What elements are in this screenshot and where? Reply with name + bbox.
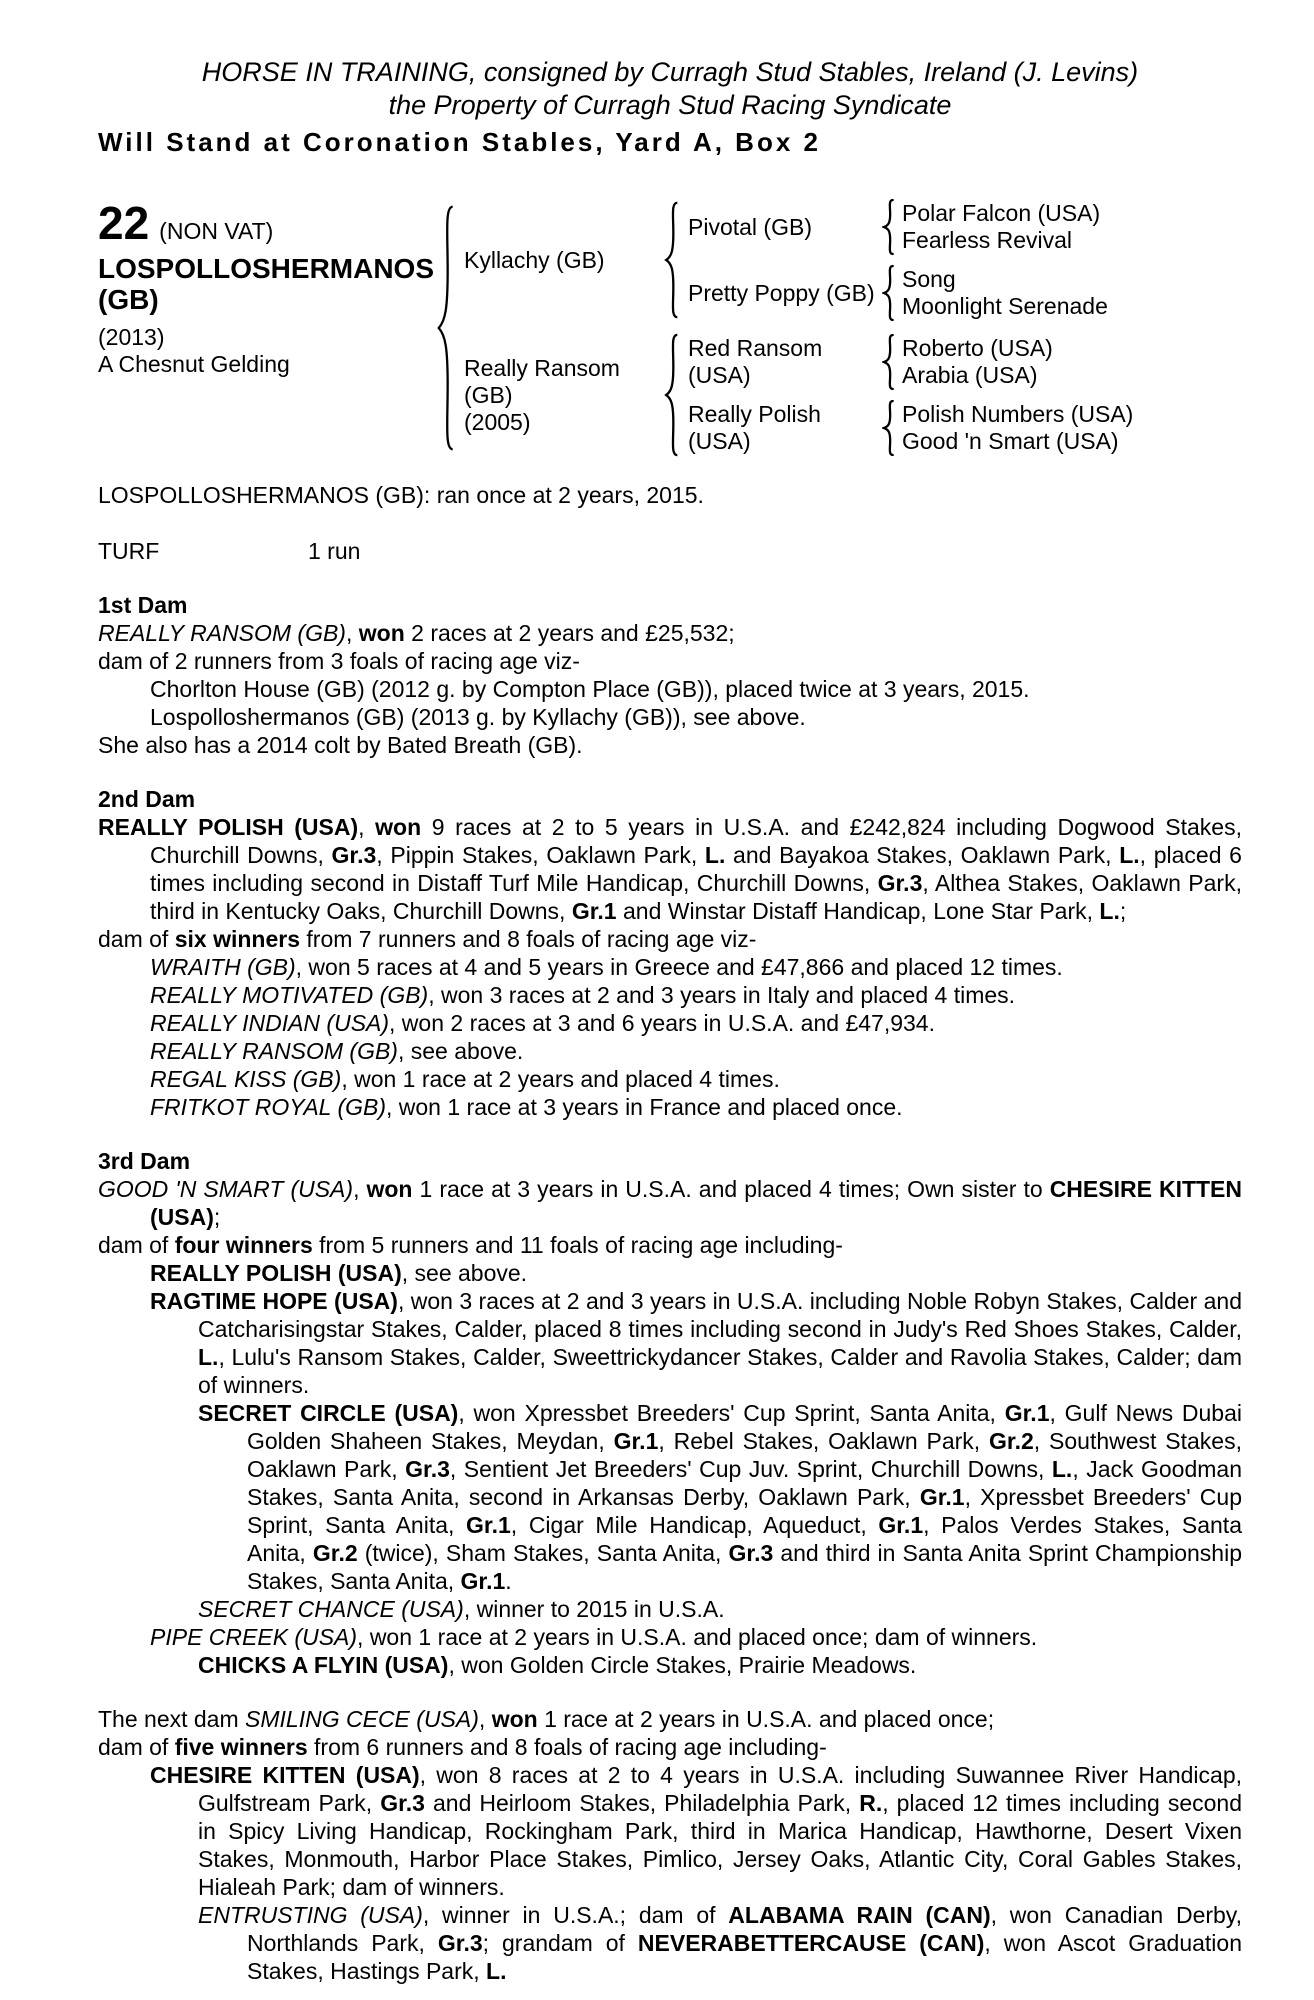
dam-dam-unit <box>682 400 1242 456</box>
ancestor-name: Roberto (USA) <box>902 335 1053 361</box>
pedigree-brace-dam <box>664 333 680 457</box>
text-run: , <box>478 1706 492 1732</box>
pedigree-paragraph <box>98 1287 1242 1399</box>
text-run: . <box>505 1568 512 1594</box>
text-run: and Winstar Distaff Handicap, Lone Star Park, <box>616 898 1100 924</box>
text-run: ; grandam of <box>482 1930 638 1956</box>
dam-parents <box>682 334 1242 456</box>
text-run: REALLY RANSOM (GB) <box>98 620 346 646</box>
text-run: dam of 2 runners from 3 foals of racing age viz- <box>98 648 580 674</box>
text-run: Gr.3 <box>728 1540 774 1566</box>
text-run: NEVERABETTERCAUSE (CAN) <box>637 1930 985 1956</box>
text-run: and Bayakoa Stakes, Oaklawn Park, <box>725 842 1120 868</box>
text-run: five winners <box>174 1734 308 1760</box>
text-run: L. <box>1119 842 1140 868</box>
text-run: , won 1 race at 3 years in France and placed once. <box>386 1094 903 1120</box>
text-run: GOOD 'N SMART (USA) <box>98 1176 354 1202</box>
text-run: ; <box>1119 898 1127 924</box>
pedigree-paragraph <box>98 1093 1242 1121</box>
text-run: Gr.2 <box>312 1540 358 1566</box>
text-run: (twice), Sham Stakes, Santa Anita, <box>357 1540 729 1566</box>
pedigree-paragraph <box>98 1623 1242 1651</box>
text-run: , won Xpressbet Breeders' Cup Sprint, Santa Anita, <box>458 1400 1005 1426</box>
text-run: REGAL KISS (GB) <box>150 1066 342 1092</box>
pedigree-brace-small <box>882 265 896 321</box>
text-run: , Sentient Jet Breeders' Cup Juv. Sprint, Churchill Downs, <box>449 1456 1052 1482</box>
section-heading: 3rd Dam <box>98 1148 191 1174</box>
pedigree-brace-sire <box>664 201 680 319</box>
pedigree-paragraph <box>98 703 1242 731</box>
text-run: L. <box>1099 898 1120 924</box>
vat-note: (NON VAT) <box>159 218 274 244</box>
dam-name-line: Really Ransom <box>464 354 620 381</box>
text-run: , Rebel Stakes, Oaklawn Park, <box>658 1428 990 1454</box>
text-run: L. <box>704 842 726 868</box>
horse-name: LOSPOLLOSHERMANOS <box>98 253 435 284</box>
text-run: four winners <box>174 1232 313 1258</box>
pedigree-table <box>98 199 1242 457</box>
dam-name-line: (GB) <box>464 381 513 408</box>
text-run: dam of <box>98 1232 175 1258</box>
lot-line <box>98 197 436 249</box>
pedigree-paragraph <box>98 731 1242 759</box>
owner-line: the Property of Curragh Stud Racing Syndicate <box>388 90 952 120</box>
text-run: CHESIRE KITTEN (USA) <box>150 1762 420 1788</box>
pedigree-paragraph <box>98 1595 1242 1623</box>
sire-branch <box>458 199 1242 321</box>
sire-sire-parents <box>898 200 1242 254</box>
text-run: 1 race at 2 years in U.S.A. and placed once; <box>537 1706 995 1732</box>
dam-dam-parents <box>898 401 1242 455</box>
pedigree-tree <box>436 199 1242 457</box>
text-run: dam of <box>98 926 175 952</box>
text-run: REALLY POLISH (USA) <box>98 814 359 840</box>
text-run: , won Canadian Derby, Northlands Park, <box>247 1902 1242 1956</box>
text-run: Gr.1 <box>878 1512 924 1538</box>
surface-summary <box>98 537 1242 565</box>
ancestor-name: Good 'n Smart (USA) <box>902 428 1119 454</box>
pedigree-paragraph <box>98 813 1242 925</box>
foaling-year: (2013) <box>98 324 165 350</box>
text-run: RAGTIME HOPE (USA) <box>150 1288 398 1314</box>
text-run: won <box>366 1176 413 1202</box>
pedigree-brace-small <box>882 400 896 456</box>
text-run: SECRET CHANCE (USA) <box>198 1596 464 1622</box>
sire-sire-name: Pivotal (GB) <box>688 213 812 240</box>
text-run: Gr.1 <box>919 1484 965 1510</box>
text-run: Gr.3 <box>331 842 377 868</box>
surface-label: TURF <box>98 538 160 564</box>
pedigree-text <box>98 591 1242 1985</box>
text-run: , won 2 races at 3 and 6 years in U.S.A. and £47,934. <box>389 1010 935 1036</box>
text-run: REALLY POLISH (USA) <box>150 1260 402 1286</box>
text-run: SECRET CIRCLE (USA) <box>198 1400 459 1426</box>
text-run: , <box>358 814 376 840</box>
stabling-line: Will Stand at Coronation Stables, Yard A, Box 2 <box>98 127 821 157</box>
ancestor-name: Arabia (USA) <box>902 362 1038 388</box>
text-run: Lospolloshermanos (GB) (2013 g. by Kyllachy (GB)), see above. <box>150 704 806 730</box>
pedigree-paragraph <box>98 619 1242 647</box>
text-run: Gr.1 <box>466 1512 511 1538</box>
dam-name-line: (2005) <box>464 408 531 435</box>
text-run: Gr.3 <box>437 1930 483 1956</box>
pedigree-paragraph <box>98 1231 1242 1259</box>
text-run: Gr.1 <box>1004 1400 1050 1426</box>
text-run: and Heirloom Stakes, Philadelphia Park, <box>424 1790 860 1816</box>
text-run: , <box>345 620 359 646</box>
sire-dam-unit <box>682 265 1242 321</box>
pedigree-paragraph <box>98 1761 1242 1901</box>
text-run: ENTRUSTING (USA) <box>198 1902 423 1928</box>
ancestor-name: Moonlight Serenade <box>902 293 1108 319</box>
text-run: , won 1 race at 2 years in U.S.A. and placed once; dam of winners. <box>357 1624 1038 1650</box>
text-run: , see above. <box>397 1038 524 1064</box>
horse-country: (GB) <box>98 284 159 315</box>
text-run: Gr.3 <box>380 1790 425 1816</box>
text-run: , Cigar Mile Handicap, Aqueduct, <box>510 1512 879 1538</box>
text-run: Gr.1 <box>460 1568 506 1594</box>
text-run: , winner in U.S.A.; dam of <box>422 1902 729 1928</box>
text-run: L. <box>486 1958 507 1984</box>
text-run: REALLY INDIAN (USA) <box>150 1010 390 1036</box>
text-run: , <box>353 1176 367 1202</box>
dam-sire-name <box>682 335 880 389</box>
text-run: , Palos Verdes Stakes, Santa Anita, <box>247 1512 1242 1566</box>
text-run: , won Ascot Graduation Stakes, Hastings Park, <box>247 1930 1242 1984</box>
sire-dam-parents <box>898 266 1242 320</box>
text-run: , won 3 races at 2 and 3 years in Italy and placed 4 times. <box>428 982 1016 1008</box>
sire-parents <box>682 199 1242 321</box>
text-run: , Jack Goodman Stakes, Santa Anita, second in Arkansas Derby, Oaklawn Park, <box>247 1456 1242 1510</box>
text-run: 1 race at 3 years in U.S.A. and placed 4 times; Own sister to <box>412 1176 1050 1202</box>
dam-dam-name-line: (USA) <box>688 428 751 454</box>
ancestor-name: Polar Falcon (USA) <box>902 200 1101 226</box>
race-record-line: LOSPOLLOSHERMANOS (GB): ran once at 2 years, 2015. <box>98 482 704 508</box>
text-run: , won Golden Circle Stakes, Prairie Meadows. <box>448 1652 917 1678</box>
text-run: R. <box>859 1790 883 1816</box>
text-run: CHICKS A FLYIN (USA) <box>198 1652 449 1678</box>
text-run: She also has a 2014 colt by Bated Breath (GB). <box>98 732 583 758</box>
pedigree-paragraph <box>98 1901 1242 1985</box>
pedigree-paragraph <box>98 1651 1242 1679</box>
text-run: , placed 6 times including second in Distaff Turf Mile Handicap, Churchill Downs, <box>150 842 1242 896</box>
pedigree-paragraph <box>98 647 1242 675</box>
text-run: won <box>375 814 422 840</box>
dam-sire-parents <box>898 335 1242 389</box>
text-run: Gr.3 <box>877 870 923 896</box>
pedigree-paragraph <box>98 1259 1242 1287</box>
text-run: Gr.2 <box>989 1428 1034 1454</box>
text-run: PIPE CREEK (USA) <box>150 1624 358 1650</box>
pedigree-brace-main <box>436 203 456 453</box>
pedigree-brace-small <box>882 334 896 390</box>
text-run: Gr.3 <box>405 1456 450 1482</box>
text-run: Gr.1 <box>571 898 617 924</box>
text-run: , won 1 race at 2 years and placed 4 times. <box>341 1066 780 1092</box>
text-run: from 7 runners and 8 foals of racing age viz- <box>300 926 757 952</box>
text-run: from 5 runners and 11 foals of racing age including- <box>312 1232 843 1258</box>
text-run: , Xpressbet Breeders' Cup Sprint, Santa Anita, <box>247 1484 1242 1538</box>
text-run: from 6 runners and 8 foals of racing age including- <box>307 1734 827 1760</box>
text-run: ; <box>213 1204 221 1230</box>
text-run: , Southwest Stakes, Oaklawn Park, <box>247 1428 1242 1482</box>
text-run: , see above. <box>401 1260 528 1286</box>
pedigree-paragraph <box>98 953 1242 981</box>
pedigree-paragraph <box>98 1009 1242 1037</box>
consignor-line: HORSE IN TRAINING, consigned by Curragh Stud Stables, Ireland (J. Levins) <box>201 57 1139 87</box>
text-run: , placed 12 times including second in Spicy Living Handicap, Rockingham Park, third in Marica Handicap, Hawthorne, Desert Vixen Stakes, Monmouth, Harbor Place Stakes, Pimlico, Jersey Oaks, Atlantic City, Coral Gables Stakes, Hialeah Park; dam of winners. <box>198 1790 1242 1900</box>
pedigree-paragraph <box>98 1399 1242 1595</box>
text-run: , winner to 2015 in U.S.A. <box>463 1596 725 1622</box>
pedigree-paragraph <box>98 1705 1242 1733</box>
runs-count: 1 run <box>308 538 361 564</box>
sire-sire-unit <box>682 199 1242 255</box>
text-run: and third in Santa Anita Sprint Championship Stakes, Santa Anita, <box>247 1540 1243 1594</box>
pedigree-paragraph <box>98 1037 1242 1065</box>
lot-number: 22 <box>98 197 150 249</box>
text-run: L. <box>1051 1456 1073 1482</box>
text-run: Gr.1 <box>613 1428 659 1454</box>
dam-sire-name-line: Red Ransom <box>688 335 823 361</box>
pedigree-halves <box>458 199 1242 457</box>
text-run: won <box>358 620 405 646</box>
text-run: , won 3 races at 2 and 3 years in U.S.A. including Noble Robyn Stakes, Calder and Catcharisingstar Stakes, Calder, placed 8 times including second in Judy's Red Shoes Stakes, Calder, <box>198 1288 1243 1342</box>
ancestor-name: Song <box>902 266 956 292</box>
pedigree-paragraph <box>98 1065 1242 1093</box>
pedigree-paragraph <box>98 925 1242 953</box>
text-run: , Lulu's Ransom Stakes, Calder, Sweettrickydancer Stakes, Calder and Ravolia Stakes, Calder; dam of winners. <box>198 1344 1242 1398</box>
ancestor-name: Polish Numbers (USA) <box>902 401 1134 427</box>
pedigree-brace-small <box>882 199 896 255</box>
text-run: WRAITH (GB) <box>150 954 296 980</box>
text-run: won <box>491 1706 538 1732</box>
pedigree-paragraph <box>98 675 1242 703</box>
dam-dam-name <box>682 401 880 455</box>
pedigree-paragraph <box>98 1175 1242 1231</box>
text-run: , won 8 races at 2 to 4 years in U.S.A. including Suwannee River Handicap, Gulfstream Park, <box>198 1762 1243 1816</box>
pedigree-paragraph <box>98 981 1242 1009</box>
text-run: SMILING CECE (USA) <box>245 1706 479 1732</box>
text-run: L. <box>198 1344 219 1370</box>
dam-name <box>458 355 662 436</box>
pedigree-paragraph <box>98 1733 1242 1761</box>
dam-sire-unit <box>682 334 1242 390</box>
text-run: , Althea Stakes, Oaklawn Park, third in Kentucky Oaks, Churchill Downs, <box>150 870 1242 924</box>
text-run: , Pippin Stakes, Oaklawn Park, <box>376 842 705 868</box>
lot-block <box>98 199 436 457</box>
section-heading: 1st Dam <box>98 592 188 618</box>
horse-description: A Chesnut Gelding <box>98 351 290 377</box>
section-gap <box>98 1121 1242 1147</box>
text-run: dam of <box>98 1734 175 1760</box>
text-run: , won 5 races at 4 and 5 years in Greece and £47,866 and placed 12 times. <box>295 954 1063 980</box>
dam-branch <box>458 333 1242 457</box>
dam-dam-name-line: Really Polish <box>688 401 821 427</box>
text-run: ALABAMA RAIN (CAN) <box>728 1902 991 1928</box>
text-run: six winners <box>174 926 300 952</box>
section-gap <box>98 759 1242 785</box>
text-run: REALLY MOTIVATED (GB) <box>150 982 429 1008</box>
text-run: , Gulf News Dubai Golden Shaheen Stakes, Meydan, <box>247 1400 1243 1454</box>
text-run: 9 races at 2 to 5 years in U.S.A. and £242,824 including Dogwood Stakes, Churchill Downs, <box>150 814 1242 868</box>
text-run: REALLY RANSOM (GB) <box>150 1038 398 1064</box>
text-run: 2 races at 2 years and £25,532; <box>404 620 735 646</box>
text-run: Chorlton House (GB) (2012 g. by Compton Place (GB)), placed twice at 3 years, 2015. <box>150 676 1030 702</box>
ancestor-name: Fearless Revival <box>902 227 1072 253</box>
section-heading: 2nd Dam <box>98 786 196 812</box>
dam-sire-name-line: (USA) <box>688 362 751 388</box>
sire-dam-name: Pretty Poppy (GB) <box>688 279 875 306</box>
text-run: The next dam <box>98 1706 246 1732</box>
section-gap <box>98 1679 1242 1705</box>
text-run: CHESIRE KITTEN (USA) <box>150 1176 1243 1230</box>
sire-name: Kyllachy (GB) <box>464 246 605 273</box>
text-run: FRITKOT ROYAL (GB) <box>150 1094 386 1120</box>
